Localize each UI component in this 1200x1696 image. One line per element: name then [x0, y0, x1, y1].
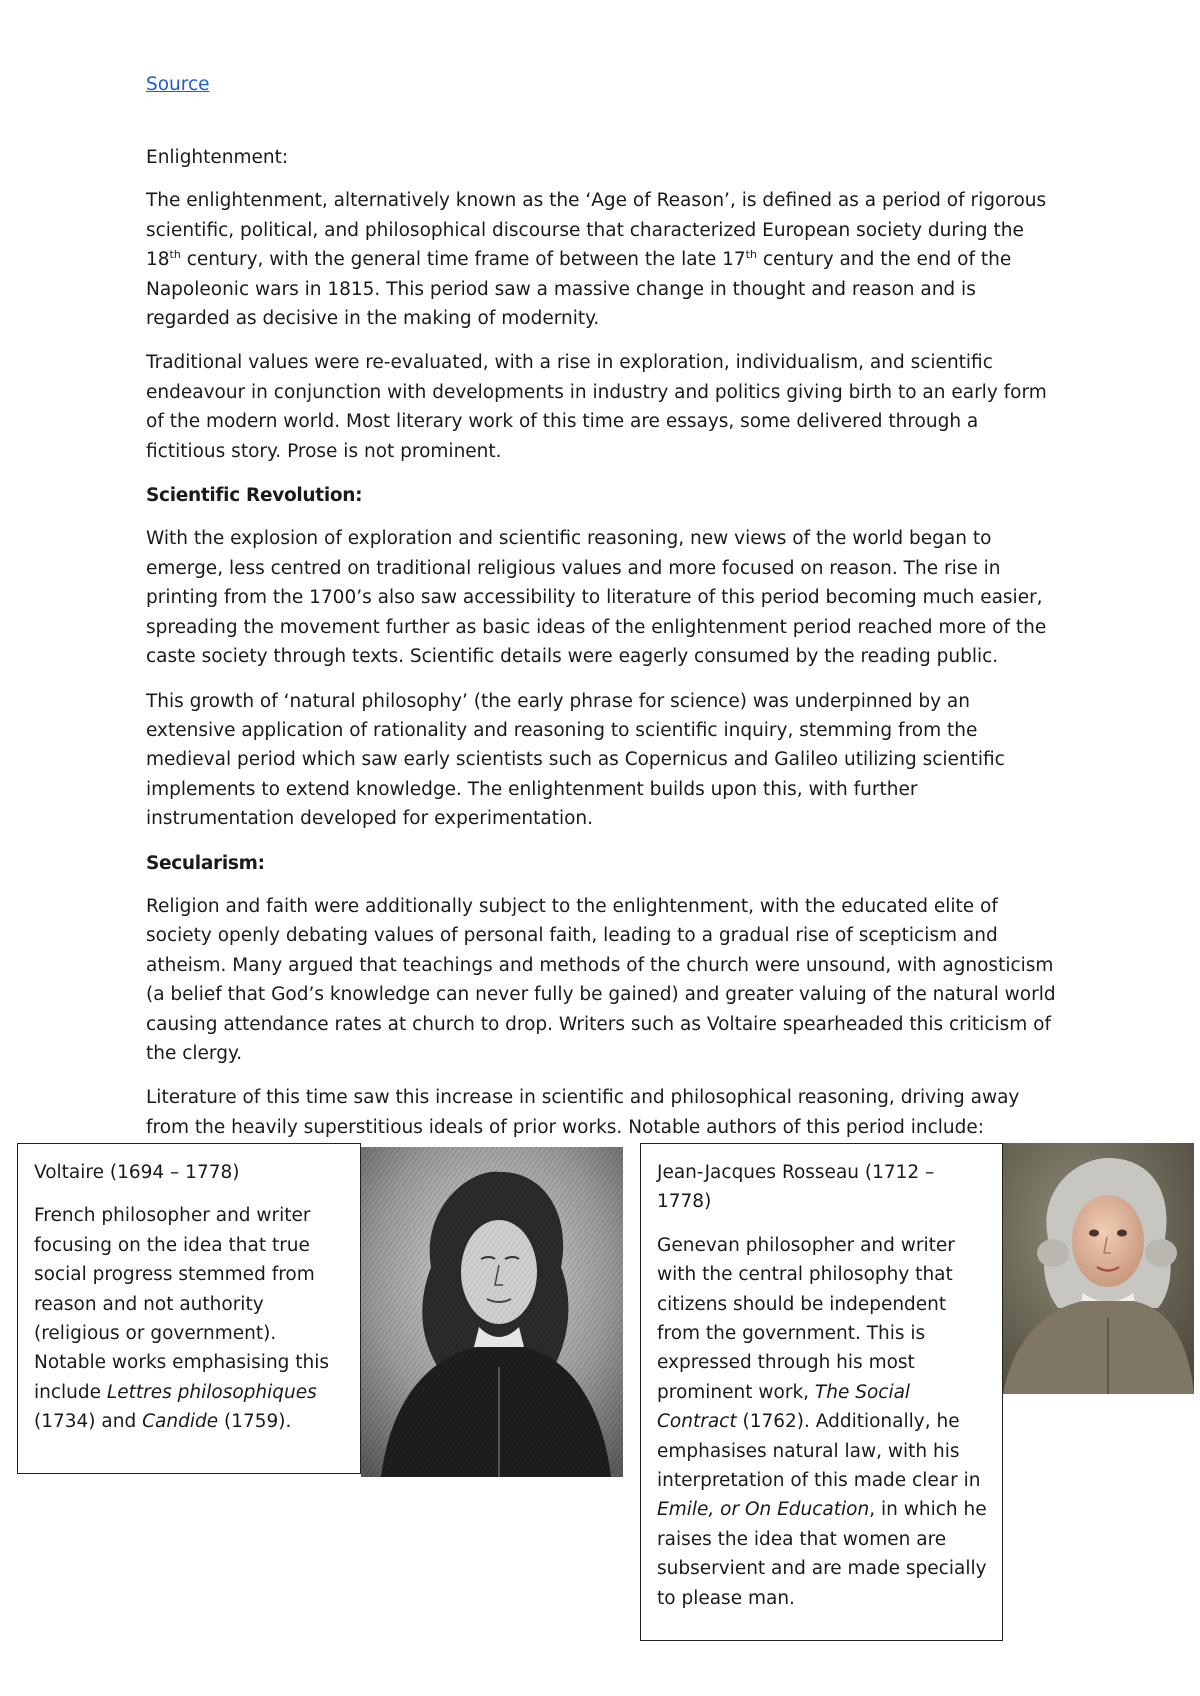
- rousseau-work-1: The Social Contract: [657, 1381, 911, 1433]
- rousseau-box: [640, 1143, 1003, 1641]
- rousseau-text-3: , in which he raises the idea that women are subservient and are made specially to please man.: [657, 1499, 987, 1609]
- rousseau-description: [657, 1231, 988, 1613]
- voltaire-text-1: French philosopher and writer focusing on the idea that true social progress stemmed from reason and not authority (religious or government). Notable works emphasising this include: [34, 1205, 330, 1403]
- superscript-th-2: th: [745, 248, 757, 262]
- intro-paragraph-1: [146, 186, 1062, 333]
- secularism-heading: Secularism:: [146, 852, 265, 874]
- rousseau-work-2: Emile, or On Education: [657, 1499, 870, 1521]
- voltaire-work-2: Candide: [142, 1411, 219, 1433]
- superscript-th-1: th: [169, 248, 181, 262]
- page-title: Enlightenment:: [146, 147, 289, 168]
- rousseau-heading: Jean-Jacques Rosseau (1712 – 1778): [657, 1162, 935, 1213]
- secularism-paragraph-1: Religion and faith were additionally subject to the enlightenment, with the educated elite of society openly debating values of personal faith, leading to a gradual rise of scepticism and atheism. Many argued that teachings and methods of the church were unsound, with agnosticism (a belief that God’s knowledge can never fully be gained) and greater valuing of the natural world causing attendance rates at church to drop. Writers such as Voltaire spearheaded this criticism of the clergy.: [146, 895, 1056, 1064]
- rousseau-portrait: [1003, 1143, 1194, 1394]
- source-link[interactable]: Source: [146, 74, 210, 95]
- voltaire-text-2: (1734) and: [34, 1411, 143, 1433]
- document-body: [146, 74, 1062, 1142]
- voltaire-description: [34, 1201, 346, 1436]
- voltaire-text-3: (1759).: [218, 1411, 292, 1433]
- scientific-revolution-heading: Scientific Revolution:: [146, 485, 363, 507]
- rousseau-text-2: (1762). Additionally, he emphasises natural law, with his interpretation of this made clear in: [657, 1411, 981, 1492]
- secularism-paragraph-2: Literature of this time saw this increase in scientific and philosophical reasoning, driving away from the heavily superstitious ideals of prior works. Notable authors of this period include:: [146, 1087, 1020, 1138]
- intro-text-b: century, with the general time frame of between the late 17: [180, 249, 746, 271]
- voltaire-box: [17, 1143, 361, 1474]
- rousseau-text-1: Genevan philosopher and writer with the central philosophy that citizens should be independent from the government. This is expressed through his most prominent work,: [657, 1234, 955, 1403]
- intro-text-a: The enlightenment, alternatively known as the ‘Age of Reason’, is defined as a period of rigorous scientific, political, and philosophical discourse that characterized European society during the 18: [146, 190, 1047, 271]
- scientific-paragraph-1: With the explosion of exploration and scientific reasoning, new views of the world began to emerge, less centred on traditional religious values and more focused on reason. The rise in printing from the 1700’s also saw accessibility to literature of this period becoming much easier, spreading the movement further as basic ideas of the enlightenment period reached more of the caste society through texts. Scientific details were eagerly consumed by the reading public.: [146, 528, 1047, 668]
- voltaire-work-1: Lettres philosophiques: [106, 1381, 317, 1403]
- voltaire-portrait: [361, 1147, 623, 1477]
- scientific-paragraph-2: This growth of ‘natural philosophy’ (the early phrase for science) was underpinned by an extensive application of rationality and reasoning to scientific inquiry, stemming from the medieval period which saw early scientists such as Copernicus and Galileo utilizing scientific implements to extend knowledge. The enlightenment builds upon this, with further instrumentation developed for experimentation.: [146, 690, 1005, 830]
- intro-text-c: century and the end of the Napoleonic wars in 1815. This period saw a massive change in thought and reason and is regarded as decisive in the making of modernity.: [146, 249, 1012, 330]
- intro-paragraph-2: Traditional values were re-evaluated, with a rise in exploration, individualism, and scientific endeavour in conjunction with developments in industry and politics giving birth to an early form of the modern world. Most literary work of this time are essays, some delivered through a fictitious story. Prose is not prominent.: [146, 352, 1047, 462]
- voltaire-heading: Voltaire (1694 – 1778): [34, 1162, 240, 1183]
